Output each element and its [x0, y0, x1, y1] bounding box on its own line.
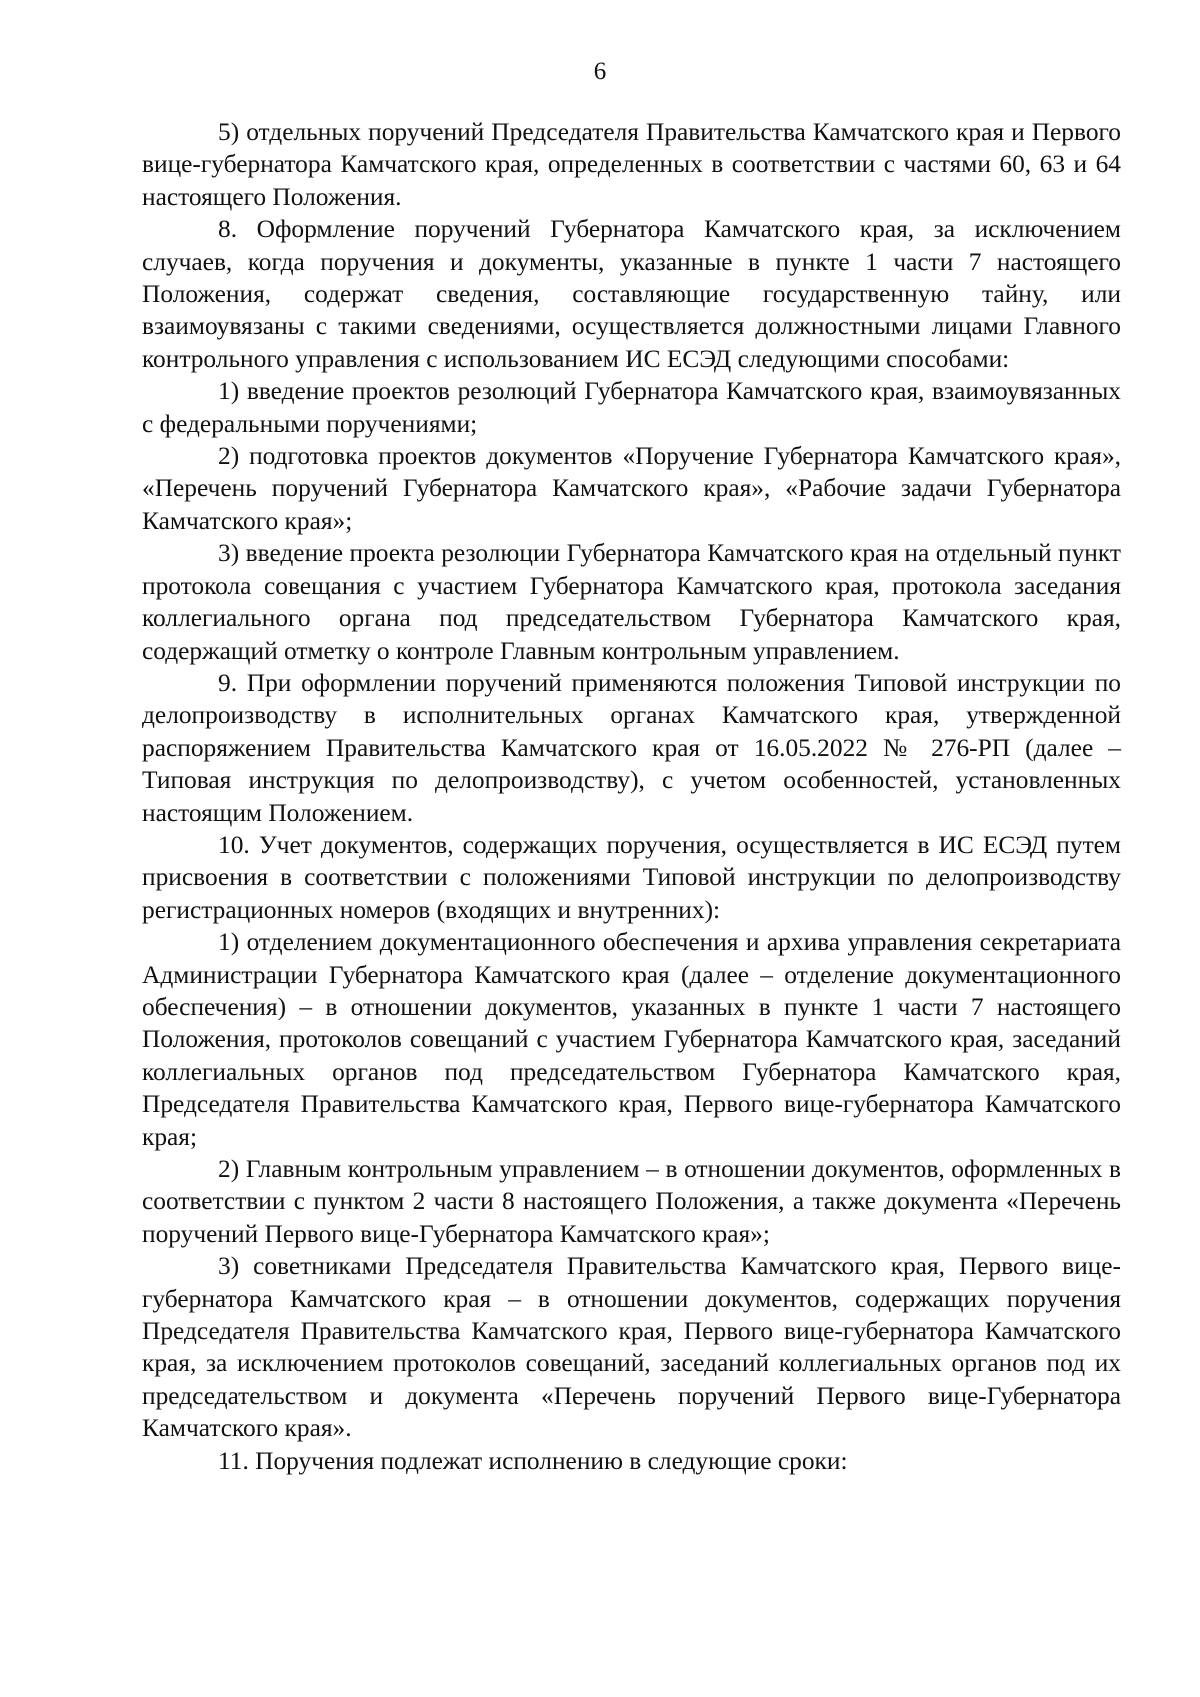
document-body [142, 116, 1121, 1477]
paragraph-section-8: 8. Оформление поручений Губернатора Камчатского края, за исключением случаев, когда поручения и документы, указанные в пункте 1 части 7 настоящего Положения, содержат сведения, составляющие государственную тайну, или взаимоувязаны с такими сведениями, осуществляется должностными лицами Главного контрольного управления с использованием ИС ЕСЭД следующими способами: [142, 215, 1121, 373]
paragraph-section-10: 10. Учет документов, содержащих поручения, осуществляется в ИС ЕСЭД путем присвоения в соответствии с положениями Типовой инструкции по делопроизводству регистрационных номеров (входящих и внутренних): [142, 830, 1121, 924]
paragraph-section-11: 11. Поручения подлежат исполнению в следующие сроки: [218, 1446, 848, 1475]
paragraph-8-item-2: 2) подготовка проектов документов «Поручение Губернатора Камчатского края», «Перечень поручений Губернатора Камчатского края», «Рабочие задачи Губернатора Камчатского края»; [142, 442, 1121, 535]
paragraph-8-item-1: 1) введение проектов резолюций Губернатора Камчатского края, взаимоувязанных с федеральными поручениями; [142, 377, 1121, 438]
paragraph-10-item-3: 3) советниками Председателя Правительства Камчатского края, Первого вице-губернатора Камчатского края – в отношении документов, содержащих поручения Председателя Правительства Камчатского края, Первого вице-губернатора Камчатского края, за исключением протоколов совещаний, заседаний коллегиальных органов под их председательством и документа «Перечень поручений Первого вице-Губернатора Камчатского края». [142, 1252, 1121, 1443]
paragraph-5-item: 5) отдельных поручений Председателя Правительства Камчатского края и Первого вице-губернатора Камчатского края, определенных в соответствии с частями 60, 63 и 64 настоящего Положения. [142, 118, 1121, 211]
paragraph-8-item-3: 3) введение проекта резолюции Губернатора Камчатского края на отдельный пункт протокола совещания с участием Губернатора Камчатского края, протокола заседания коллегиального органа под председательством Губернатора Камчатского края, содержащий отметку о контроле Главным контрольным управлением. [142, 539, 1121, 665]
paragraph-10-item-1: 1) отделением документационного обеспечения и архива управления секретариата Администрации Губернатора Камчатского края (далее – отделение документационного обеспечения) – в отношении документов, указанных в пункте 1 части 7 настоящего Положения, протоколов совещаний с участием Губернатора Камчатского края, заседаний коллегиальных органов под председательством Губернатора Камчатского края, Председателя Правительства Камчатского края, Первого вице-губернатора Камчатского края; [142, 928, 1121, 1151]
page-number: 6 [593, 58, 607, 85]
paragraph-section-9: 9. При оформлении поручений применяются положения Типовой инструкции по делопроизводству в исполнительных органах Камчатского края, утвержденной распоряжением Правительства Камчатского края от 16.05.2022 № 276-РП (далее – Типовая инструкция по делопроизводству), с учетом особенностей, установленных настоящим Положением. [142, 668, 1121, 827]
paragraph-10-item-2: 2) Главным контрольным управлением – в отношении документов, оформленных в соответствии с пунктом 2 части 8 настоящего Положения, а также документа «Перечень поручений Первого вице-Губернатора Камчатского края»; [142, 1155, 1121, 1248]
